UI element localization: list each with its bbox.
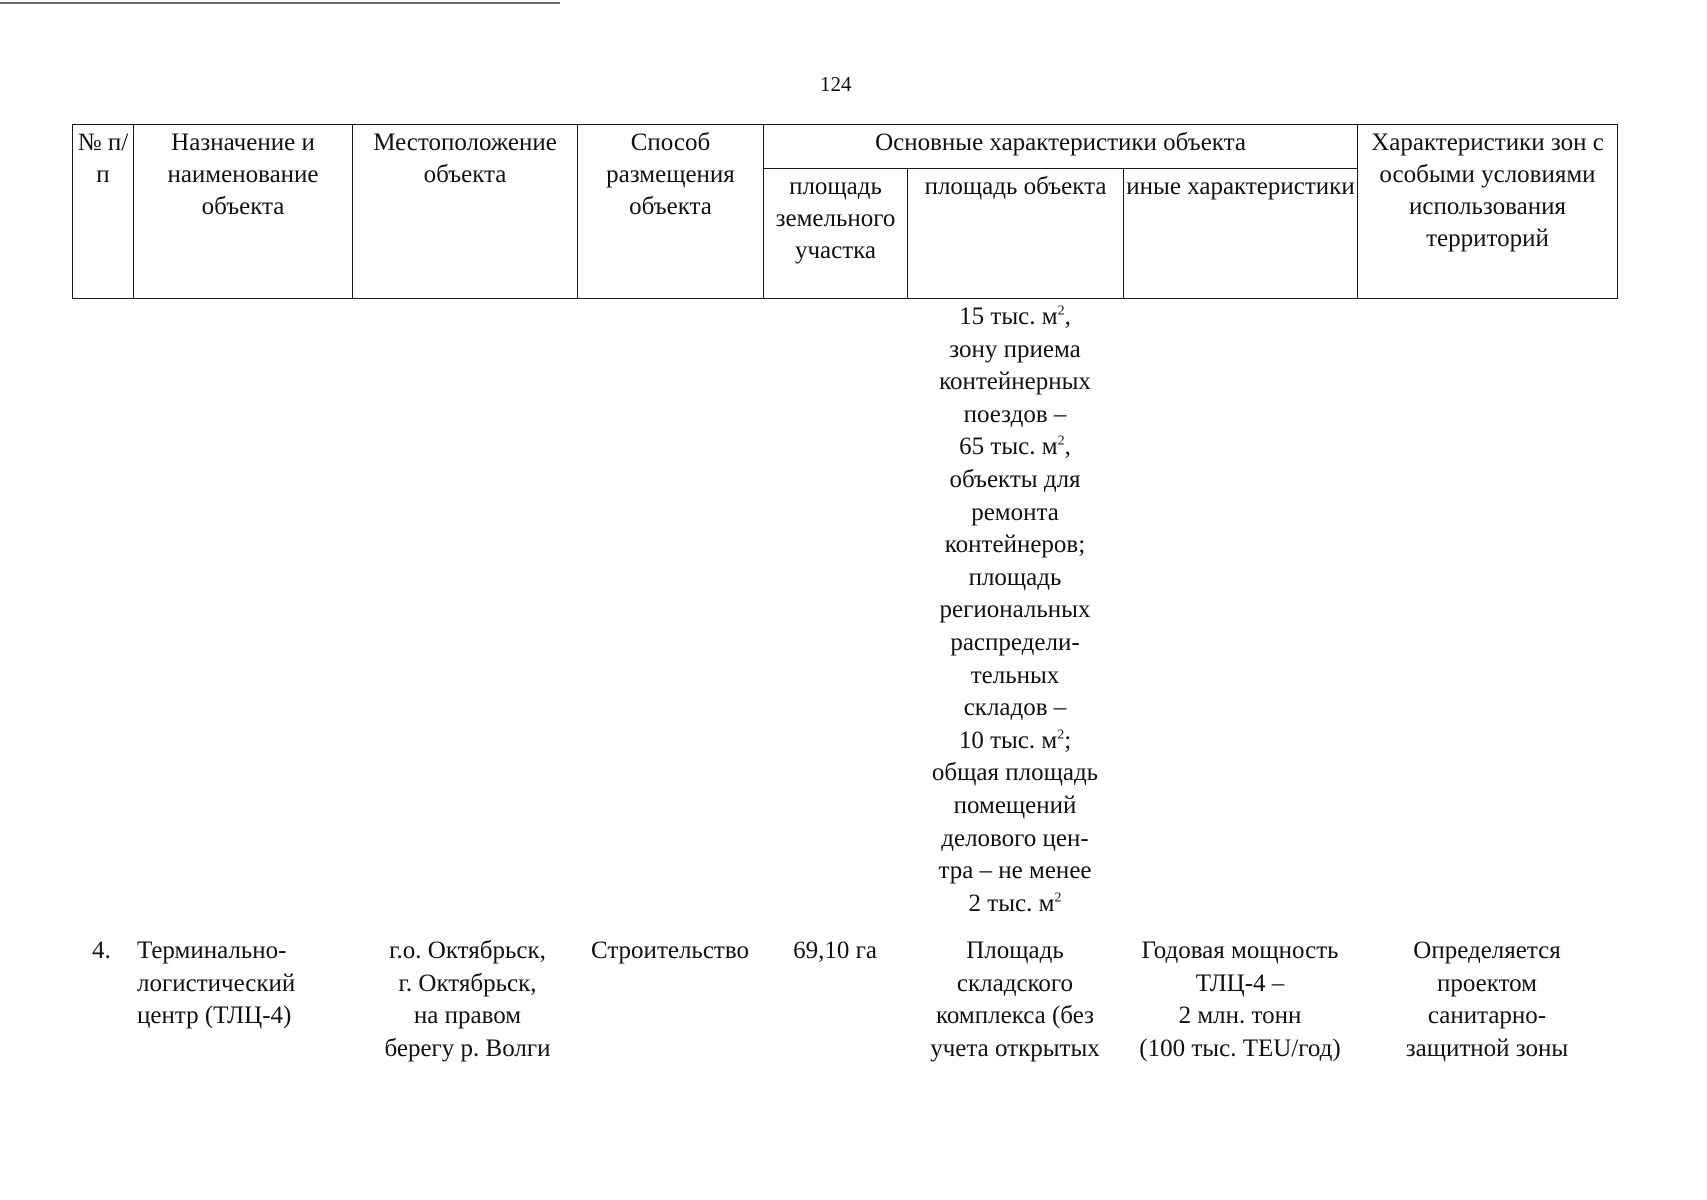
continuation-line: зону приема: [949, 335, 1081, 363]
header-col-main-characteristics: Основные характеристики объекта: [764, 125, 1358, 169]
continuation-line: тельных: [970, 661, 1060, 689]
continuation-line: помещений: [953, 791, 1077, 819]
placement-method: Строительство: [590, 937, 749, 964]
continuation-line: региональных: [939, 596, 1091, 624]
continuation-line: объекты для: [949, 465, 1081, 493]
continuation-line: контейнеров;: [944, 531, 1086, 559]
scan-top-rule: [0, 2, 560, 4]
continuation-line: 15 тыс. $м^2$,: [959, 303, 1071, 330]
continuation-line: складов –: [963, 694, 1067, 722]
continuation-line: ремонта: [971, 498, 1059, 526]
continuation-line: поездов –: [963, 400, 1067, 428]
object-area-continuation: [907, 301, 1123, 920]
continuation-line: 10 тыс. $м^2$;: [958, 726, 1072, 754]
header-col-method: Способ размещения объекта: [578, 125, 764, 299]
continuation-line: 65 тыс. $м^2$,: [959, 433, 1071, 461]
continuation-line: контейнерных: [939, 368, 1091, 396]
land-area: 69,10 га: [793, 937, 877, 964]
header-col-location: Местоположение объекта: [353, 125, 578, 299]
continuation-line: тра – не менее: [938, 857, 1092, 885]
continuation-line: площадь: [968, 563, 1062, 591]
continuation-line: распредели-: [950, 628, 1080, 656]
object-area: Площадь складского комплекса (без учета открытых: [930, 937, 1100, 1062]
header-col-object-area: площадь объекта: [908, 169, 1124, 299]
object-location: г.о. Октябрьск, г. Октябрьск, на правом берегу р. Волги: [384, 937, 551, 1062]
page-number: 124: [820, 72, 852, 96]
continuation-line: делового цен-: [941, 824, 1089, 852]
header-col-name: Назначение и наименование объекта: [134, 125, 353, 299]
continuation-line: 2 тыс. $м^2$: [968, 889, 1062, 917]
header-col-zones: Характеристики зон с особыми условиями использования территорий: [1358, 125, 1618, 299]
object-name: Терминально- логистический центр (ТЛЦ-4): [137, 937, 296, 1030]
table-header: [72, 124, 1618, 299]
zone-characteristics: Определяется проектом санитарно- защитной зоны: [1405, 937, 1569, 1062]
other-characteristics: Годовая мощность ТЛЦ-4 – 2 млн. тонн (100 тыс. TEU/год): [1139, 937, 1341, 1062]
continuation-line: общая площадь: [931, 759, 1099, 787]
header-col-land-area: площадь земельного участка: [764, 169, 908, 299]
row-number: 4.: [92, 937, 111, 964]
header-col-other: иные характеристики: [1124, 169, 1358, 299]
header-col-number: № п/п: [73, 125, 134, 299]
